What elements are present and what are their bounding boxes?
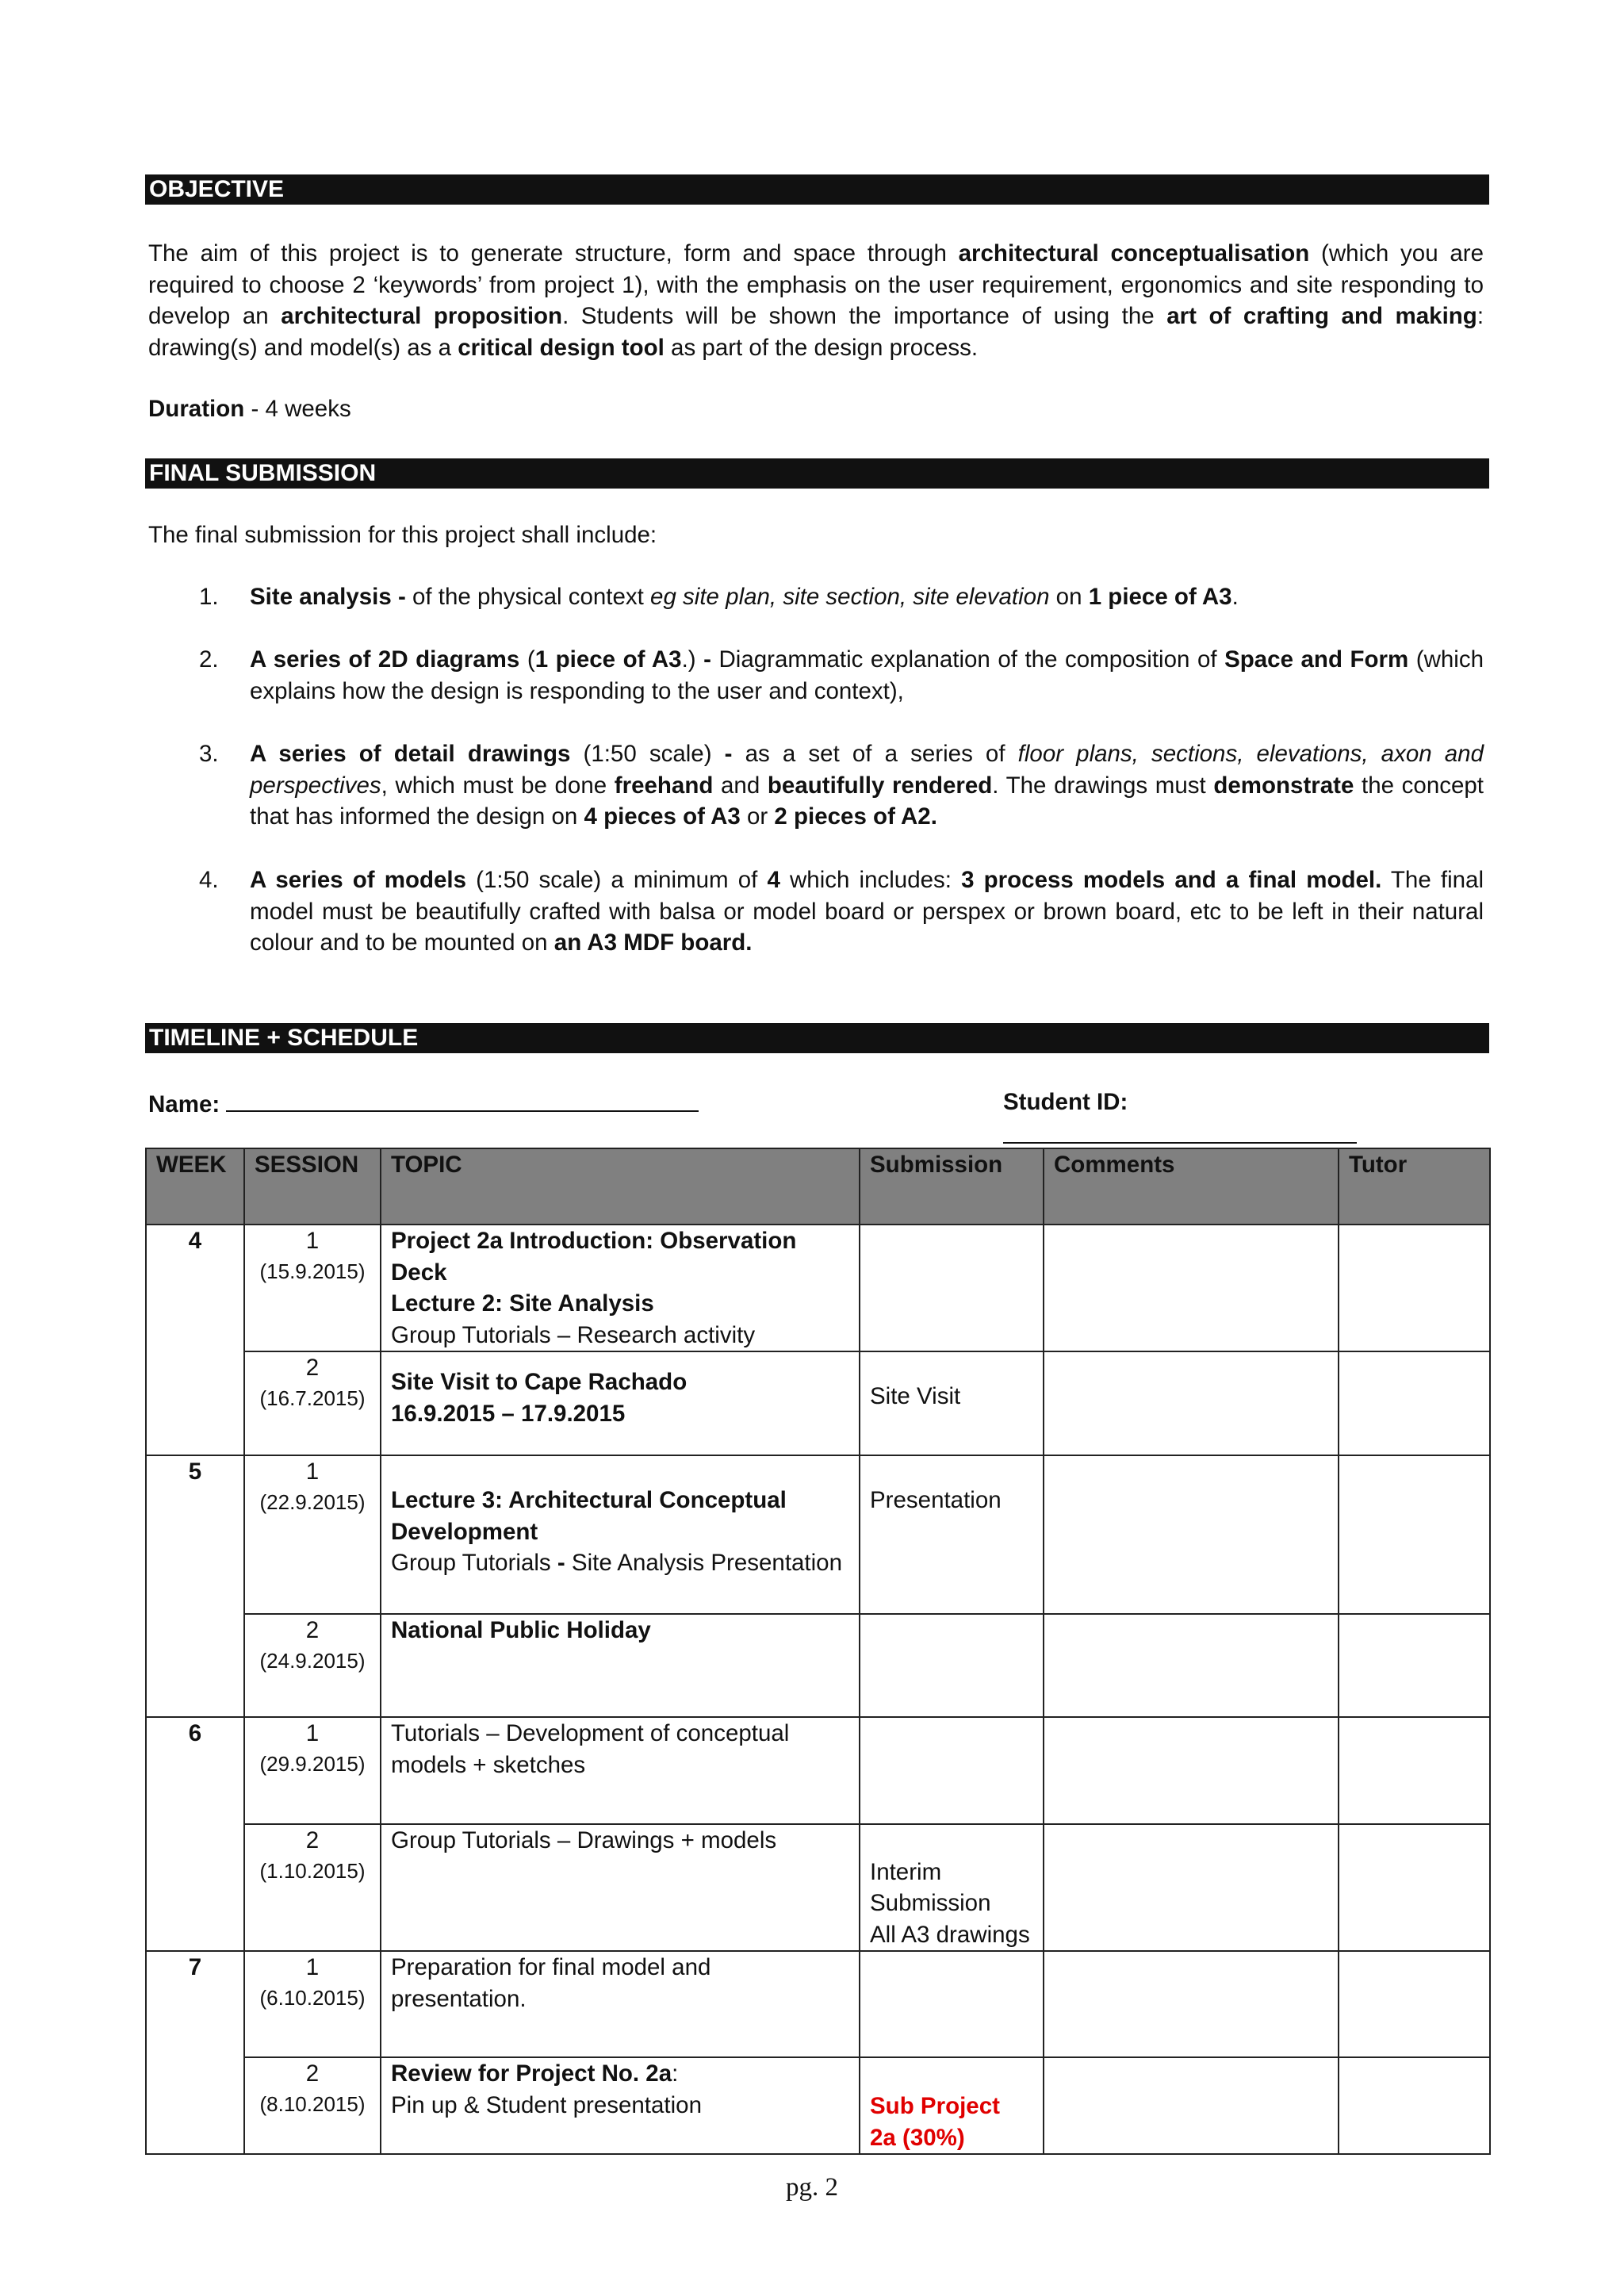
submission-cell[interactable]: Presentation	[860, 1455, 1044, 1614]
session-date: (8.10.2015)	[259, 2091, 366, 2116]
list-plain: the concept that has informed the design on	[250, 772, 1484, 830]
tutor-cell[interactable]	[1339, 1455, 1490, 1614]
topic-cell	[381, 1351, 860, 1455]
list-plain: on	[1049, 584, 1089, 610]
table-row	[146, 1951, 1490, 2057]
list-plain: .)	[681, 646, 704, 673]
topic-cell	[381, 2057, 860, 2154]
list-bold: -	[724, 741, 733, 767]
list-plain: which includes:	[779, 867, 962, 893]
topic-cell	[381, 1225, 860, 1351]
week-cell: 6	[146, 1717, 244, 1951]
column-header-submission: Submission	[860, 1148, 1044, 1225]
session-cell	[244, 1225, 381, 1351]
session-number: 2	[305, 1617, 320, 1643]
session-date: (24.9.2015)	[259, 1648, 366, 1673]
topic-dash: -	[557, 1550, 565, 1576]
objective-text: The aim of this project is to generate structure, form and space through	[148, 240, 959, 266]
topic-cell: Group Tutorials – Drawings + models	[381, 1824, 860, 1951]
session-cell	[244, 2057, 381, 2154]
tutor-cell[interactable]	[1339, 1351, 1490, 1455]
session-number: 2	[305, 1827, 320, 1853]
topic-colon: :	[672, 2060, 679, 2087]
tutor-cell[interactable]	[1339, 1951, 1490, 2057]
submission-line: All A3 drawings	[870, 1921, 1030, 1948]
objective-text: as part of the design process.	[664, 334, 979, 361]
week-cell: 7	[146, 1951, 244, 2154]
list-bold: 2 pieces of A2.	[774, 803, 937, 830]
comments-cell[interactable]	[1044, 1824, 1339, 1951]
session-cell	[244, 1351, 381, 1455]
schedule-table	[145, 1148, 1491, 2155]
submission-cell[interactable]	[860, 1225, 1044, 1351]
topic-bold: Lecture 2: Site Analysis	[391, 1290, 654, 1317]
session-cell	[244, 1455, 381, 1614]
name-label: Name:	[148, 1091, 220, 1117]
submission-cell[interactable]: Site Visit	[860, 1351, 1044, 1455]
list-number: 1.	[199, 584, 219, 610]
list-bold: freehand	[614, 772, 714, 799]
list-italic: eg site plan, site section, site elevation	[650, 584, 1050, 610]
objective-header: OBJECTIVE	[145, 174, 1489, 205]
session-cell	[244, 1824, 381, 1951]
topic-plain: Group Tutorials – Research activity	[391, 1321, 756, 1348]
comments-cell[interactable]	[1044, 1614, 1339, 1717]
objective-paragraph	[148, 238, 1484, 363]
final-submission-intro: The final submission for this project shall include:	[148, 522, 657, 548]
submission-line: Submission	[870, 1890, 991, 1916]
duration-value: - 4 weeks	[244, 396, 351, 422]
topic-heading	[391, 2058, 849, 2090]
table-row	[146, 1824, 1490, 1951]
list-plain: (1:50 scale) a minimum of	[466, 867, 768, 893]
week-cell: 5	[146, 1455, 244, 1717]
session-number: 2	[305, 1355, 320, 1381]
list-text	[250, 644, 1484, 707]
table-row	[146, 1351, 1490, 1455]
list-bold: 4 pieces of A3	[584, 803, 741, 830]
tutor-cell[interactable]	[1339, 1614, 1490, 1717]
topic-cell: Preparation for final model and presentation.	[381, 1951, 860, 2057]
list-bold: Site analysis -	[250, 584, 406, 610]
comments-cell[interactable]	[1044, 1951, 1339, 2057]
session-number: 1	[305, 1954, 320, 1980]
session-date: (29.9.2015)	[259, 1751, 366, 1776]
list-bold: an A3 MDF board.	[553, 930, 753, 956]
student-id-group	[1003, 1087, 1484, 1152]
list-number: 4.	[199, 867, 219, 893]
topic-bold: Lecture 3: Architectural Conceptual	[391, 1487, 787, 1513]
objective-text: : drawing(s) and model(s) as a	[148, 303, 1484, 361]
list-number: 2.	[199, 646, 219, 673]
session-number: 2	[305, 2060, 320, 2087]
page-number: pg. 2	[786, 2173, 838, 2202]
submission-cell[interactable]	[860, 1614, 1044, 1717]
list-text	[250, 581, 1484, 613]
topic-bold: Project 2a Introduction: Observation Deck	[391, 1228, 797, 1286]
tutor-cell[interactable]	[1339, 1225, 1490, 1351]
column-header-session: SESSION	[244, 1148, 381, 1225]
week-cell: 4	[146, 1225, 244, 1455]
topic-plain	[391, 1547, 849, 1579]
table-row	[146, 2057, 1490, 2154]
session-cell	[244, 1614, 381, 1717]
submission-highlight: 2a (30%)	[870, 2124, 965, 2151]
topic-plain-a: Group Tutorials	[391, 1550, 557, 1576]
session-date: (6.10.2015)	[259, 1985, 366, 2010]
list-bold: demonstrate	[1213, 772, 1354, 799]
column-header-week: WEEK	[146, 1148, 244, 1225]
topic-bold: National Public Holiday	[391, 1617, 651, 1643]
tutor-cell[interactable]	[1339, 2057, 1490, 2154]
list-bold: A series of detail drawings	[250, 741, 571, 767]
comments-cell[interactable]	[1044, 1351, 1339, 1455]
topic-bold: Development	[391, 1518, 538, 1545]
objective-bold: critical design tool	[458, 334, 665, 361]
session-cell	[244, 1717, 381, 1824]
table-row	[146, 1614, 1490, 1717]
list-plain: of the physical context	[405, 584, 651, 610]
list-plain: (	[519, 646, 535, 673]
session-date: (15.9.2015)	[259, 1259, 366, 1283]
topic-bold: 16.9.2015 – 17.9.2015	[391, 1400, 626, 1427]
list-text	[250, 864, 1484, 959]
list-plain: (1:50 scale)	[570, 741, 725, 767]
duration-label: Duration	[148, 396, 245, 422]
name-blank-line[interactable]	[226, 1087, 699, 1112]
objective-text: (which you are required to choose 2 ‘keywords’ from project 1), with the emphasis on the user requirement, ergonomics and site responding to develop an	[148, 240, 1484, 329]
submission-cell[interactable]	[860, 1824, 1044, 1951]
session-number: 1	[305, 1228, 320, 1254]
submission-cell[interactable]	[860, 1951, 1044, 2057]
final-submission-header: FINAL SUBMISSION	[145, 458, 1489, 489]
submission-highlight: Sub Project	[870, 2093, 1000, 2119]
list-bold: beautifully rendered	[767, 772, 993, 799]
submission-line: Interim	[870, 1858, 942, 1885]
topic-cell	[381, 1614, 860, 1717]
topic-bold: Site Visit to Cape Rachado	[391, 1369, 688, 1395]
topic-plain: Pin up & Student presentation	[391, 2091, 702, 2118]
table-row	[146, 1717, 1490, 1824]
objective-bold: architectural proposition	[281, 303, 563, 329]
objective-bold: art of crafting and making	[1166, 303, 1477, 329]
column-header-topic: TOPIC	[381, 1148, 860, 1225]
list-bold: 4	[767, 867, 780, 893]
comments-cell[interactable]	[1044, 1225, 1339, 1351]
student-id-label: Student ID:	[1003, 1089, 1128, 1115]
list-plain: .	[1231, 584, 1239, 610]
list-plain: The final model must be beautifully crafted with balsa or model board or perspex or brown board, etc to be left in their natural colour and to be mounted on	[250, 867, 1484, 956]
session-date: (16.7.2015)	[259, 1386, 366, 1410]
student-id-blank-line[interactable]	[1003, 1118, 1357, 1144]
list-bold: 1 piece of A3	[1088, 584, 1232, 610]
submission-cell[interactable]	[860, 2057, 1044, 2154]
table-header-row	[146, 1148, 1490, 1225]
session-date: (1.10.2015)	[259, 1858, 366, 1883]
list-bold: 3 process models and a final model.	[961, 867, 1382, 893]
list-bold: 1 piece of A3	[534, 646, 682, 673]
comments-cell[interactable]	[1044, 2057, 1339, 2154]
list-bold: -	[703, 646, 711, 673]
list-italic: floor plans, sections, elevations, axon and perspectives	[250, 741, 1484, 799]
column-header-comments: Comments	[1044, 1148, 1339, 1225]
list-plain: . The drawings must	[992, 772, 1214, 799]
objective-text: . Students will be shown the importance of using the	[562, 303, 1167, 329]
list-plain: (which explains how the design is responding to the user and context),	[250, 646, 1484, 704]
duration-line	[148, 393, 1484, 425]
list-plain: as a set of a series of	[732, 741, 1018, 767]
session-number: 1	[305, 1458, 320, 1485]
session-number: 1	[305, 1720, 320, 1746]
list-bold: Space and Form	[1224, 646, 1409, 673]
comments-cell[interactable]	[1044, 1717, 1339, 1824]
session-cell	[244, 1951, 381, 2057]
list-number: 3.	[199, 741, 219, 767]
comments-cell[interactable]	[1044, 1455, 1339, 1614]
timeline-header: TIMELINE + SCHEDULE	[145, 1023, 1489, 1053]
table-row	[146, 1455, 1490, 1614]
session-date: (22.9.2015)	[259, 1489, 366, 1514]
list-text	[250, 738, 1484, 833]
list-bold: A series of 2D diagrams	[250, 646, 520, 673]
topic-plain-c: Site Analysis Presentation	[565, 1550, 842, 1576]
list-bold: A series of models	[250, 867, 467, 893]
name-row	[148, 1087, 1484, 1121]
list-plain: and	[713, 772, 768, 799]
column-header-tutor: Tutor	[1339, 1148, 1490, 1225]
table-row	[146, 1225, 1490, 1351]
tutor-cell[interactable]	[1339, 1717, 1490, 1824]
list-plain: or	[740, 803, 775, 830]
submission-cell[interactable]	[860, 1717, 1044, 1824]
topic-bold: Review for Project No. 2a	[391, 2060, 672, 2087]
list-plain: Diagrammatic explanation of the composition of	[710, 646, 1225, 673]
objective-bold: architectural conceptualisation	[958, 240, 1310, 266]
tutor-cell[interactable]	[1339, 1824, 1490, 1951]
list-plain: , which must be done	[381, 772, 615, 799]
topic-cell	[381, 1455, 860, 1614]
topic-cell: Tutorials – Development of conceptual models + sketches	[381, 1717, 860, 1824]
